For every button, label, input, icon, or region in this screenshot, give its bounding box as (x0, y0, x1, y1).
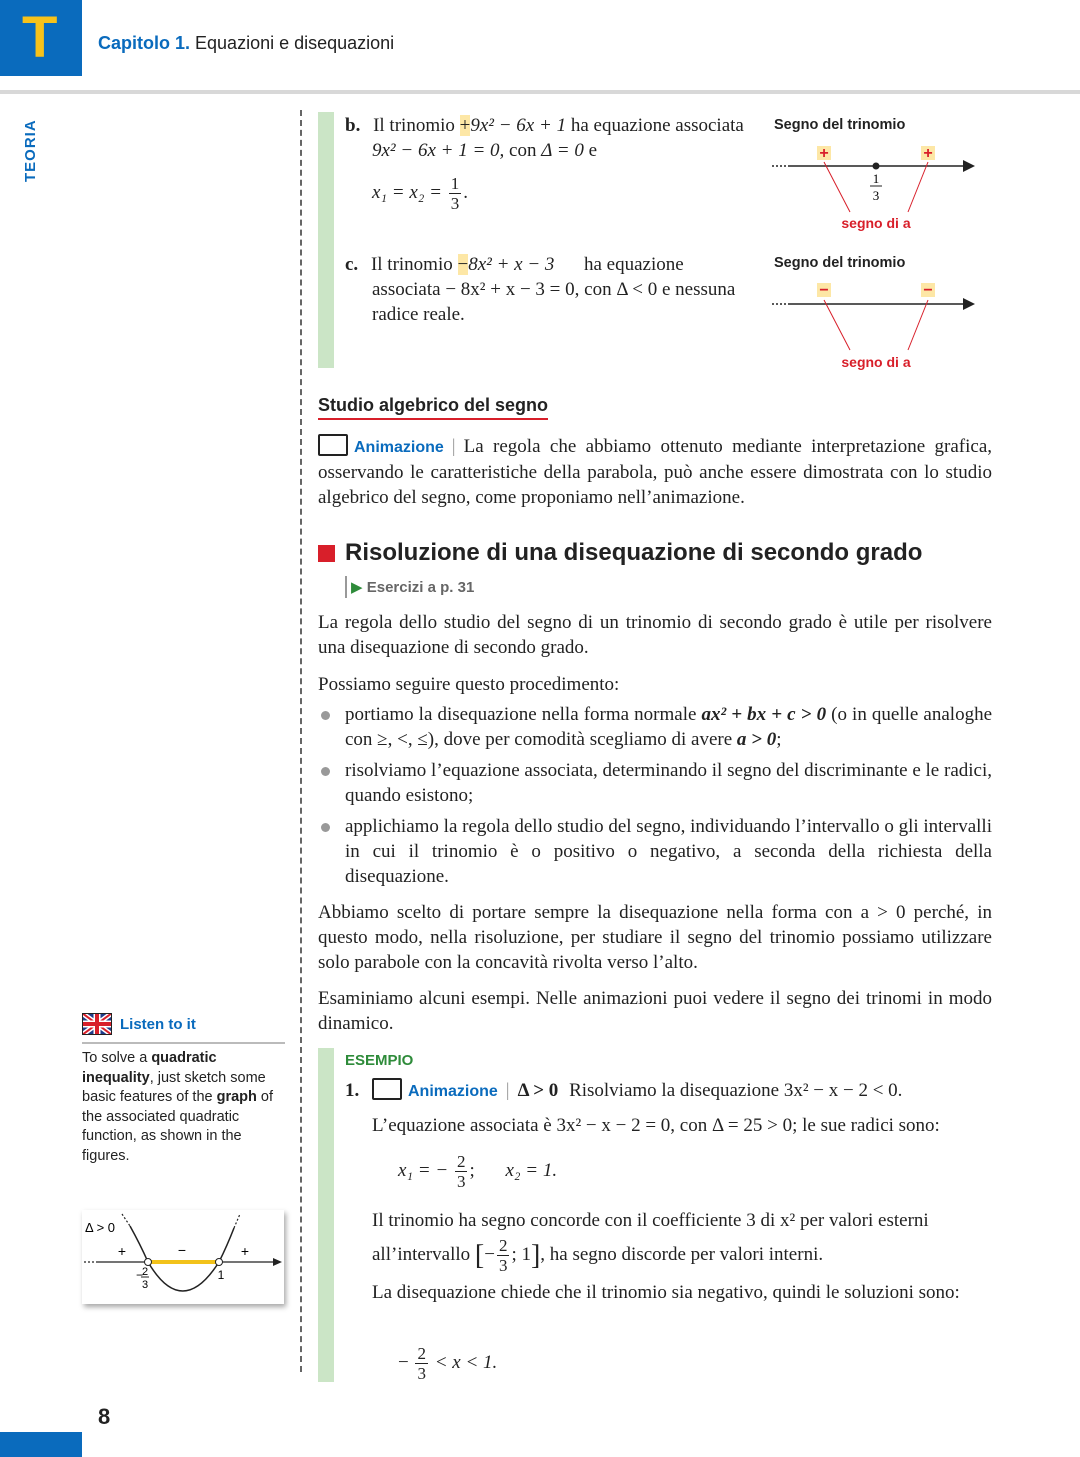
item-b-text: Il trinomio (373, 115, 455, 136)
sign-highlight: − (457, 254, 469, 275)
studio-text: La regola che abbiamo ottenuto mediante interpretazione grafica, osservando le caratteristiche della parabola, può anche essere dimostrata con lo studio algebrico del segno, come proponiamo nell’animazione. (318, 436, 992, 508)
root-numerator: 1 (450, 174, 460, 193)
paragraph-4: Esaminiamo alcuni esempi. Nelle animazioni puoi vedere il segno dei trinomi in modo dinamico. (318, 988, 992, 1034)
chapter-label: Capitolo 1. (98, 33, 191, 53)
side-tab-teoria: TEORIA (22, 119, 39, 182)
chapter-title: Equazioni e disequazioni (195, 33, 395, 53)
x2-value: x₂ = 1. (505, 1159, 558, 1181)
diagram-b-title: Segno del trinomio (774, 117, 906, 133)
esercizi-marker (345, 576, 347, 598)
chapter-header (98, 33, 394, 54)
parabola-graph-card (82, 1210, 284, 1304)
example-bar-top (318, 112, 334, 368)
paragraph-2: Possiamo seguire questo procedimento: (318, 674, 620, 695)
item-c-text: Il trinomio (370, 254, 453, 275)
item-c-poly: 8x² + x − 3 (468, 254, 555, 275)
studio-paragraph: Animazione | La regola che abbiamo ottenuto mediante interpretazione grafica, osservando le caratteristiche della parabola, può anche essere dimostrata con lo studio algebrico del segno, come proponiamo nell’animazione. (318, 436, 992, 508)
bullet-1-text: portiamo la disequazione nella forma normale (345, 704, 697, 725)
esempio-solution: − $\frac{2}{3}$ < x < 1. (398, 1344, 498, 1383)
sidebar-bold-1: quadratic inequality (82, 1050, 217, 1086)
delta-tag: Δ > 0 (517, 1080, 559, 1101)
diag-root-num: 1 (872, 171, 880, 186)
graph-sign-left: + (117, 1243, 127, 1259)
solution-numerator: 2 (417, 1344, 426, 1363)
sign-minus-right: − (923, 282, 933, 299)
sidebar-text (82, 1049, 288, 1166)
section-title: Risoluzione di una disequazione di secondo grado (345, 539, 923, 566)
diagram-c-title: Segno del trinomio (774, 255, 906, 271)
item-b-poly: 9x² − 6x + 1 (470, 115, 567, 136)
sidebar-bold-2: graph (216, 1089, 257, 1105)
bullet-2: risolviamo l’equazione associata, determinando il segno del discriminante e le radici, quando esistono; (318, 758, 992, 808)
bullet-1-end: ; (776, 729, 782, 750)
footer-tab (0, 1432, 82, 1457)
graph-delta: Δ > 0 (85, 1220, 116, 1235)
item-b-roots: x₁ = x₂ = $\frac{1}{3}$ . (372, 174, 468, 213)
solution-denominator: 3 (417, 1364, 426, 1383)
procedure-list (318, 702, 992, 895)
esempio-line-4: all’intervallo [− $\frac{2}{3}$ ; 1], ha segno discorde per valori interni. (372, 1236, 824, 1275)
sidebar-text-1: To solve a (82, 1050, 152, 1066)
x1-denominator: 3 (456, 1172, 466, 1191)
item-b-roots-label: x₁ = x₂ = (372, 181, 442, 203)
esempio-intro-text: Risolviamo la disequazione 3x² − x − 2 < 0. (569, 1080, 903, 1101)
item-b-text-2: ha equazione associata (570, 115, 744, 136)
root-denominator: 3 (450, 194, 460, 213)
svg-text:−: − (136, 1268, 144, 1282)
line-4-text: all’intervallo (372, 1243, 471, 1265)
esempio-heading: ESEMPIO (345, 1052, 414, 1069)
sign-minus-left: − (819, 282, 829, 299)
item-b (345, 113, 747, 138)
graph-root1-num: 2 (141, 1266, 149, 1278)
page-number: 8 (98, 1404, 111, 1429)
item-b-delta: Δ = 0 (541, 140, 584, 161)
item-b-line2 (372, 138, 748, 163)
sign-plus-right: + (923, 145, 933, 162)
diag-root-den: 3 (872, 188, 880, 203)
parabola-graph (82, 1210, 284, 1304)
a-positive: a > 0 (736, 729, 777, 750)
column-divider (300, 110, 302, 1372)
studio-title: Studio algebrico del segno (318, 395, 548, 420)
esempio-line-5: La disequazione chiede che il trinomio sia negativo, quindi le soluzioni sono: (372, 1282, 960, 1303)
animation-link[interactable]: Animazione (354, 439, 444, 456)
graph-root1-den: 3 (141, 1279, 149, 1291)
item-b-equation: 9x² − 6x + 1 = 0, (372, 140, 505, 161)
normal-form: ax² + bx + c > 0 (701, 704, 827, 725)
paragraph-3: Abbiamo scelto di portare sempre la disequazione nella forma con a > 0 perché, in questo modo, nella risoluzione, per studiare il segno del trinomio possiamo utilizzare solo parabole con la concavità rivolta verso l’alto. (318, 902, 992, 973)
sign-highlight: + (459, 115, 471, 136)
esempio-line-2: L’equazione associata è 3x² − x − 2 = 0, con Δ = 25 > 0; le sue radici sono: (372, 1115, 940, 1136)
header-divider (0, 90, 1080, 94)
item-b-text-3: con (509, 140, 537, 161)
sign-diagram-c (770, 278, 980, 373)
interval-denominator: 3 (498, 1256, 508, 1275)
diagram-b-caption: segno di a (841, 215, 911, 231)
esempio-animation-link[interactable]: Animazione (408, 1083, 498, 1100)
listen-divider (82, 1042, 285, 1044)
graph-root2: 1 (217, 1268, 225, 1282)
paragraph-1: La regola dello studio del segno di un trinomio di secondo grado è utile per risolvere una disequazione di secondo grado. (318, 612, 992, 658)
listen-link[interactable]: Listen to it (120, 1016, 196, 1033)
book-logo (0, 0, 82, 76)
esempio-number: 1. (345, 1080, 360, 1101)
play-icon: ▶ (351, 579, 363, 596)
esempio-intro: 1. Animazione | Δ > 0 Risolviamo la disequazione 3x² − x − 2 < 0. (345, 1080, 903, 1101)
x1-label: x₁ = − (398, 1159, 449, 1181)
animation-icon[interactable] (318, 434, 348, 456)
esempio-roots (398, 1152, 557, 1191)
uk-flag-icon (82, 1013, 112, 1035)
sidebar-text-2: , just sketch some basic features of the (82, 1069, 266, 1105)
x1-end: ; (469, 1159, 475, 1181)
sign-plus-left: + (819, 145, 829, 162)
solution-text: < x < 1. (434, 1351, 498, 1373)
x1-numerator: 2 (456, 1152, 466, 1171)
item-b-text-4: e (588, 140, 598, 161)
bullet-1 (318, 702, 992, 752)
sidebar-text-3: of the associated quadratic function, as shown in the figures. (82, 1089, 274, 1164)
interval-numerator: 2 (498, 1236, 508, 1255)
item-c-body: ha equazione associata − 8x² + x − 3 = 0, con Δ < 0 e nessuna radice reale. (372, 254, 736, 325)
item-c-label: c. (345, 254, 359, 275)
sign-diagram-b (770, 140, 980, 235)
bullet-1-text-2: (o in quelle analoghe con ≥, <, ≤), dove per comodità scegliamo di avere (345, 704, 992, 750)
graph-sign-mid: − (177, 1242, 187, 1258)
logo-letter: T (22, 5, 58, 70)
item-b-label: b. (345, 115, 361, 136)
bullet-3: applichiamo la regola dello studio del segno, individuando l’intervallo o gli intervalli in cui il trinomio è o positivo o negativo, a seconda della richiesta della disequazione. (318, 814, 992, 889)
diagram-c-caption: segno di a (841, 354, 911, 370)
esercizi-text: Esercizi a p. 31 (366, 579, 475, 596)
esempio-line-3: Il trinomio ha segno concorde con il coefficiente 3 di x² per valori esterni (372, 1210, 929, 1231)
animation-icon[interactable] (372, 1078, 402, 1100)
example-bar-bottom (318, 1048, 334, 1382)
section-marker (318, 545, 335, 562)
line-4-text-2: , ha segno discorde per valori interni. (540, 1243, 824, 1265)
graph-sign-right: + (240, 1243, 250, 1259)
esercizi-link[interactable] (351, 578, 474, 596)
